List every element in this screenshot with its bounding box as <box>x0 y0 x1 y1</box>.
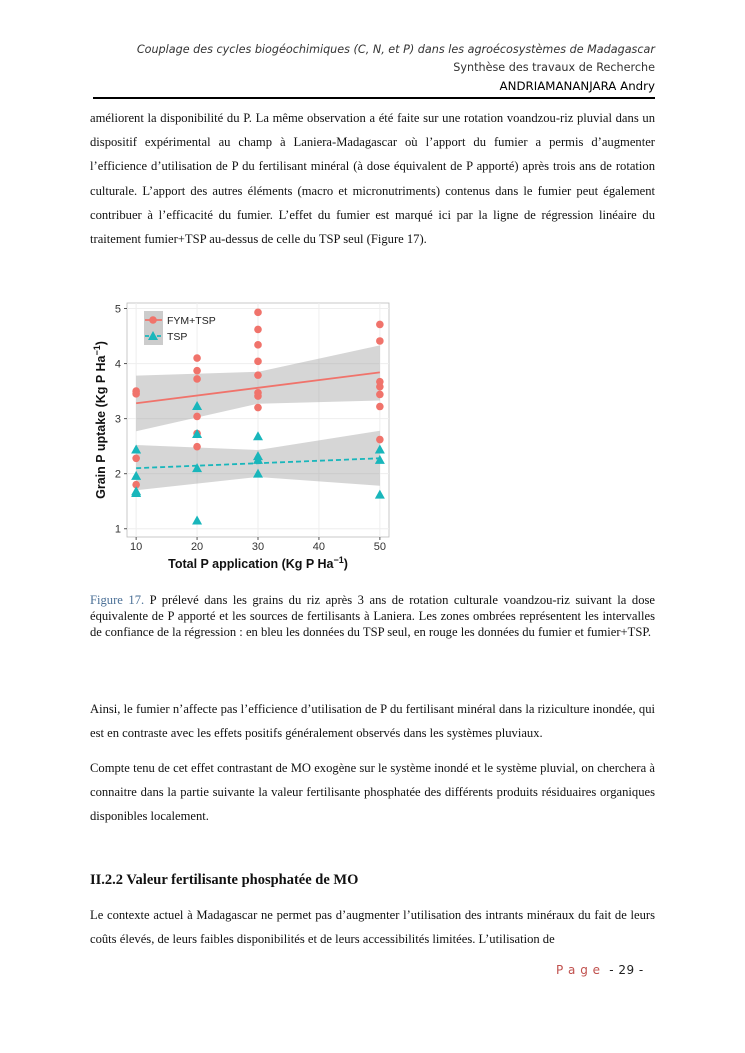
x-axis-label: Total P application (Kg P $Ha^{-1}$) <box>168 555 348 571</box>
header-author: ANDRIAMANANJARA Andry <box>499 79 655 93</box>
data-point-FYM+TSP <box>376 337 384 345</box>
y-tick-label: 5 <box>114 303 121 316</box>
x-tick-label: 20 <box>190 541 204 553</box>
data-point-FYM+TSP <box>132 454 140 462</box>
data-point-FYM+TSP <box>193 443 201 451</box>
data-point-FYM+TSP <box>193 367 201 375</box>
section-heading: II.2.2 Valeur fertilisante phosphatée de MO <box>90 872 359 888</box>
header-title: Couplage des cycles biogéochimiques (C, N, et P) dans les agroécosystèmes de Madagascar <box>136 43 655 56</box>
data-point-FYM+TSP <box>376 383 384 391</box>
y-tick-label: 4 <box>114 358 121 371</box>
page-num: - 29 - <box>609 963 644 977</box>
figure-caption <box>90 592 655 640</box>
data-point-FYM+TSP <box>254 392 262 400</box>
legend-marker <box>149 316 157 324</box>
header-rule <box>93 97 655 99</box>
data-point-FYM+TSP <box>254 309 262 317</box>
y-tick-label: 2 <box>114 468 121 481</box>
data-point-FYM+TSP <box>376 403 384 411</box>
data-point-FYM+TSP <box>254 371 262 379</box>
paragraph: Compte tenu de cet effet contrastant de MO exogène sur le système inondé et le système pluvial, on cherchera à connaitre dans la partie suivante la valeur fertilisante phosphatée des différents produits résiduaires organiques disponibles localement. <box>90 761 655 824</box>
y-tick-label: 1 <box>114 523 121 536</box>
x-tick-label: 50 <box>373 541 386 553</box>
data-point-FYM+TSP <box>254 326 262 334</box>
x-tick-label: 10 <box>130 541 143 553</box>
data-point-FYM+TSP <box>193 354 201 362</box>
header-subtitle: Synthèse des travaux de Recherche <box>453 61 655 74</box>
caption-text: P prélevé dans les grains du riz après 3 ans de rotation culturale voandzou-riz suivant la dose équivalente de P apporté et les sources de fertilisants à Laniera. Les zones ombrées représentent les intervalles de confiance de la régression : en bleu les données du TSP seul, en rouge les données du fumier et fumier+TSP. <box>90 593 655 639</box>
x-tick-label: 40 <box>312 541 326 553</box>
page-word: P a g e <box>556 963 601 977</box>
paragraph: améliorent la disponibilité du P. La même observation a été faite sur une rotation voandzou-riz pluvial dans un dispositif expérimental au champ à Laniera-Madagascar où l’apport du fumier a permis d’augmenter l’efficience d’utilisation de P du fertilisant minéral (à dose équivalent de P apporté) après trois ans de rotation culturale. L’apport des autres éléments (macro et micronutriments) contenus dans le fumier peut également contribuer à l’efficacité du fumier. L’effet du fumier est marqué ici par la ligne de régression linéaire du traitement fumier+TSP au-dessus de celle du TSP seul (Figure 17). <box>90 111 655 247</box>
data-point-FYM+TSP <box>254 404 262 412</box>
data-point-FYM+TSP <box>132 390 140 398</box>
figure-17-chart <box>92 298 397 573</box>
y-tick-label: 3 <box>114 413 121 426</box>
x-tick-label: 30 <box>251 541 265 553</box>
data-point-FYM+TSP <box>376 436 384 444</box>
data-point-FYM+TSP <box>193 413 201 421</box>
page-number <box>556 963 644 977</box>
data-point-FYM+TSP <box>254 341 262 349</box>
legend-label: FYM+TSP <box>167 315 216 327</box>
data-point-FYM+TSP <box>376 391 384 399</box>
paragraph: Ainsi, le fumier n’affecte pas l’efficience d’utilisation de P du fertilisant minéral dans la riziculture inondée, qui est en contraste avec les effets positifs généralement observés dans les systèmes pluviaux. <box>90 702 655 741</box>
legend-label: TSP <box>167 331 188 343</box>
data-point-FYM+TSP <box>376 321 384 329</box>
data-point-FYM+TSP <box>254 358 262 366</box>
data-point-FYM+TSP <box>193 375 201 383</box>
figure-label: Figure 17. <box>90 593 145 607</box>
paragraph: Le contexte actuel à Madagascar ne permet pas d’augmenter l’utilisation des intrants minéraux du fait de leurs coûts élevés, de leurs faibles disponibilités et de leurs accessibilités limitées. L’utilisation de <box>90 908 655 947</box>
y-axis-label: Grain P uptake (Kg P $Ha^{-1}$) <box>92 341 108 499</box>
